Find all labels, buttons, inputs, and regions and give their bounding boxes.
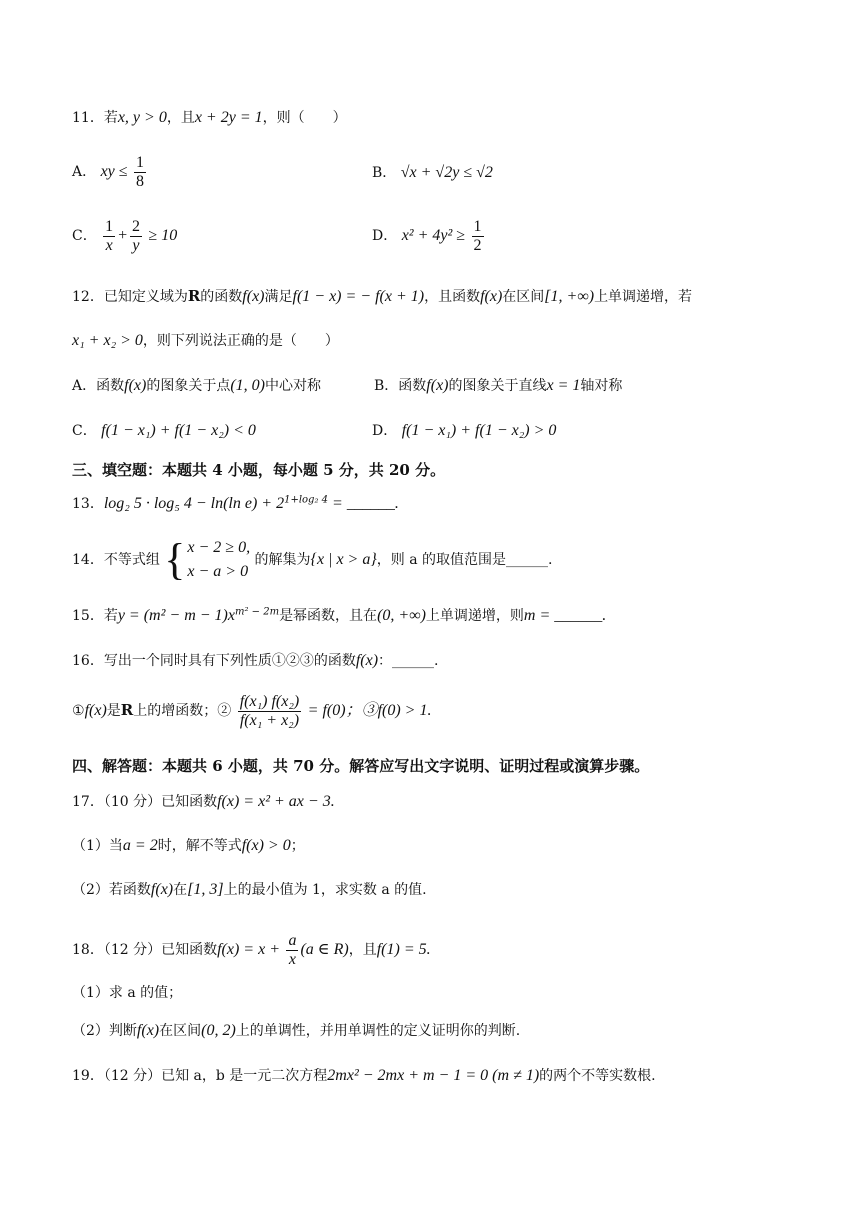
- option-label: A．: [72, 164, 97, 181]
- system-rows: [187, 536, 250, 584]
- q18-text: 18．（12 分）已知函数: [72, 942, 218, 959]
- q18-text: 在区间: [159, 1023, 202, 1039]
- option-label: A．: [72, 378, 97, 394]
- option-label: C．: [72, 423, 97, 439]
- option-text: 函数: [398, 378, 427, 394]
- q16-expression: f(0) > 1.: [377, 702, 432, 720]
- q17-text: 时，解不等式: [157, 838, 242, 854]
- q11-text: ，则（ ）: [262, 110, 347, 126]
- q17-text: 在: [173, 882, 188, 898]
- numerator: f(x₁) f(x₂): [239, 693, 300, 710]
- option-expr: f(1 − x₁) + f(1 − x₂) < 0: [101, 422, 256, 439]
- q12-interval: [1, +∞): [544, 288, 595, 305]
- q12-option-a: [72, 376, 321, 395]
- option-label: D．: [372, 228, 398, 245]
- q12-text: ，则下列说法正确的是（ ）: [142, 333, 339, 349]
- option-text: 中心对称: [264, 378, 321, 394]
- q16-text: 是: [106, 703, 121, 720]
- q12-text: 满足: [264, 289, 293, 305]
- q11-option-a: [72, 154, 148, 190]
- q16-expression: = f(0)；③: [307, 702, 378, 720]
- q12-condition: x₁ + x₂ > 0: [72, 332, 143, 349]
- denominator: f(x₁ + x₂): [239, 711, 300, 729]
- denominator: 8: [136, 172, 145, 190]
- q13-expression: log₂ 5 · log₅ 4 − ln(ln e) + 2: [103, 495, 285, 512]
- numerator: 2: [131, 218, 140, 235]
- function-symbol: f(x): [480, 288, 503, 305]
- q12-option-d: [372, 421, 556, 440]
- function-symbol: f(x): [150, 881, 174, 898]
- answer-blank: = ______.: [328, 495, 399, 512]
- denominator: x: [105, 236, 113, 254]
- q18-stem: [72, 932, 431, 968]
- option-text: 函数: [96, 378, 125, 394]
- plus: +: [117, 227, 128, 245]
- q16-text: 16．写出一个同时具有下列性质①②③的函数: [72, 653, 356, 669]
- option-expr: f(1 − x₁) + f(1 − x₂) > 0: [401, 422, 557, 439]
- q15: [72, 606, 606, 625]
- q19-text: 的两个不等实数根.: [539, 1068, 656, 1084]
- function-symbol: f(x): [136, 1022, 160, 1039]
- q17-function: f(x) = x² + ax − 3.: [217, 793, 335, 810]
- q17-condition: a = 2: [122, 837, 158, 854]
- q18-interval: (0, 2): [201, 1022, 236, 1039]
- reals-symbol: R: [187, 287, 201, 305]
- q15-text: 上单调递增，则: [425, 608, 524, 624]
- q13: [72, 494, 399, 513]
- q18-text: （2）判断: [72, 1023, 137, 1039]
- point: (1, 0): [230, 377, 265, 394]
- q17-stem: [72, 792, 335, 811]
- denominator: 2: [473, 236, 482, 254]
- function-symbol: f(x): [355, 652, 379, 669]
- option-text: 的图象关于直线: [448, 378, 547, 394]
- fraction: [130, 218, 142, 254]
- q12-text: ，且函数: [424, 289, 481, 305]
- q14: [72, 536, 552, 584]
- answer-blank: m = ______.: [523, 607, 607, 624]
- q18-text: 上的单调性，并用单调性的定义证明你的判断.: [235, 1023, 521, 1039]
- option-expr: √x + √2y ≤ √2: [400, 164, 493, 181]
- denominator: x: [288, 950, 296, 968]
- q17-interval: [1, 3]: [187, 881, 224, 898]
- q12-text: 在区间: [502, 289, 545, 305]
- numerator: a: [288, 932, 297, 949]
- q19-stem: [72, 1066, 656, 1085]
- q12-text: 的函数: [200, 289, 243, 305]
- option-label: B．: [372, 165, 397, 181]
- solution-set: {x | x > a}: [310, 551, 377, 568]
- q14-text: 的解集为: [254, 552, 311, 568]
- numerator: 1: [473, 218, 482, 235]
- system-row: x − a > 0: [187, 563, 249, 580]
- left-brace-icon: {: [164, 535, 186, 584]
- numerator: 1: [105, 218, 114, 235]
- function-symbol: f(x): [426, 377, 449, 394]
- q12-option-c: [72, 421, 256, 440]
- section-heading-solutions: 四、解答题：本题共 6 小题，共 70 分。解答应写出文字说明、证明过程或演算步骤。: [72, 757, 650, 775]
- q19-text: 19．（12 分）已知 a，b 是一元二次方程: [72, 1068, 328, 1084]
- option-expr: xy ≤: [100, 163, 128, 181]
- q19-equation: 2mx² − 2mx + m − 1 = 0 (m ≠ 1): [327, 1067, 540, 1084]
- q12-stem-line1: [72, 287, 692, 306]
- q16-properties: [72, 693, 431, 729]
- q11-option-b: [372, 163, 493, 182]
- numerator: 1: [136, 154, 145, 171]
- option-label: B．: [374, 378, 399, 394]
- q17-part1: [72, 836, 305, 855]
- circled-one: ①: [72, 703, 85, 720]
- q12-option-b: [374, 376, 622, 395]
- q18-function: f(x) = x +: [217, 941, 280, 959]
- reals-symbol: R: [120, 701, 134, 720]
- option-expr: x² + 4y² ≥: [401, 227, 466, 245]
- q17-text: （2）若函数: [72, 882, 151, 898]
- q12-equation: f(1 − x) = − f(x + 1): [292, 288, 425, 305]
- q15-expression: y = (m² − m − 1)x: [117, 607, 235, 624]
- denominator: y: [132, 236, 140, 254]
- q18-condition: f(1) = 5.: [376, 941, 431, 959]
- option-expr: ≥ 10: [148, 227, 178, 245]
- q15-interval: (0, +∞): [377, 607, 426, 624]
- q18-part2: [72, 1021, 520, 1040]
- q18-part1: （1）求 a 的值；: [72, 985, 183, 1001]
- function-symbol: f(x): [242, 288, 265, 305]
- q18-text: ，且: [348, 942, 377, 959]
- q11-text: ，且: [166, 110, 195, 126]
- q17-text: 17．（10 分）已知函数: [72, 794, 218, 810]
- q12-stem-line2: [72, 331, 339, 350]
- q17-part2: [72, 880, 427, 899]
- option-text: 的图象关于点: [146, 378, 231, 394]
- answer-blank: ：______.: [378, 653, 439, 669]
- fraction: [472, 218, 484, 254]
- q11-cond1: x, y > 0: [117, 109, 167, 126]
- option-label: D．: [372, 423, 398, 439]
- option-text: 轴对称: [580, 378, 623, 394]
- system-row: x − 2 ≥ 0,: [187, 539, 251, 556]
- line-equation: x = 1: [546, 377, 581, 394]
- q15-text: 15．若: [72, 608, 118, 624]
- q11-stem: [72, 108, 347, 127]
- fraction: [134, 154, 146, 190]
- function-symbol: f(x): [84, 702, 107, 720]
- exponent: m² − 2m: [234, 606, 280, 618]
- q12-text: 上单调递增，若: [594, 289, 693, 305]
- function-symbol: f(x): [124, 377, 147, 394]
- q12-text: 12．已知定义域为: [72, 289, 188, 305]
- q11-cond2: x + 2y = 1: [194, 109, 263, 126]
- q11-option-c: [72, 218, 177, 254]
- fraction: [238, 693, 302, 729]
- q11-text: 11．若: [72, 110, 118, 126]
- q17-inequality: f(x) > 0: [241, 837, 291, 854]
- q17-text: （1）当: [72, 838, 123, 854]
- q16-text: 上的增函数；②: [133, 703, 232, 720]
- fraction: [103, 218, 115, 254]
- option-label: C．: [72, 228, 97, 245]
- inequality-system: [164, 536, 250, 584]
- q14-text: ，则 a 的取值范围是______.: [376, 552, 553, 568]
- q11-option-d: [372, 218, 486, 254]
- question-number: 13．: [72, 496, 104, 512]
- exponent: 1+log₂ 4: [284, 494, 329, 506]
- q18-domain: (a ∈ R): [300, 941, 349, 959]
- fraction: [286, 932, 298, 968]
- section-heading-fill-in: 三、填空题：本题共 4 小题，每小题 5 分，共 20 分。: [72, 461, 446, 479]
- q17-text: 上的最小值为 1，求实数 a 的值.: [223, 882, 427, 898]
- q15-text: 是幂函数，且在: [279, 608, 378, 624]
- q17-text: ；: [290, 838, 305, 854]
- q14-text: 14．不等式组: [72, 552, 160, 568]
- q16-line1: [72, 651, 438, 670]
